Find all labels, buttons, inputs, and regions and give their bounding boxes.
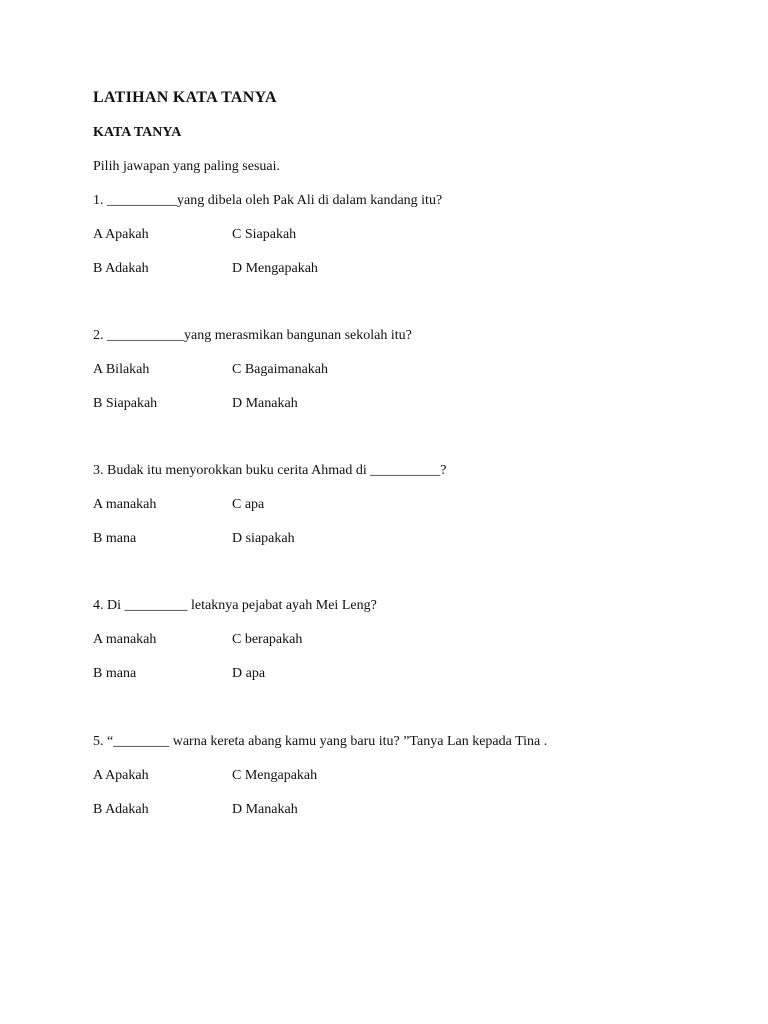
- option-c: C Bagaimanakah: [232, 362, 329, 377]
- question-text: 4. Di _________ letaknya pejabat ayah Mei Leng?: [93, 598, 377, 613]
- option-c: C Siapakah: [232, 227, 297, 242]
- option-b: B mana: [93, 666, 137, 681]
- option-b: B Siapakah: [93, 396, 158, 411]
- option-d: D siapakah: [232, 531, 295, 546]
- option-d: D Manakah: [232, 802, 298, 817]
- option-a: A manakah: [93, 632, 157, 647]
- option-a: A Apakah: [93, 227, 149, 242]
- option-c: C apa: [232, 497, 265, 512]
- option-b: B Adakah: [93, 802, 149, 817]
- question-text: 5. “________ warna kereta abang kamu yang baru itu? ”Tanya Lan kepada Tina .: [93, 734, 548, 749]
- question-text: 1. __________yang dibela oleh Pak Ali di dalam kandang itu?: [93, 193, 443, 208]
- option-d: D Mengapakah: [232, 261, 318, 276]
- option-c: C Mengapakah: [232, 768, 318, 783]
- option-d: D apa: [232, 666, 266, 681]
- option-a: A Bilakah: [93, 362, 150, 377]
- question-text: 2. ___________yang merasmikan bangunan sekolah itu?: [93, 328, 412, 343]
- option-c: C berapakah: [232, 632, 303, 647]
- option-a: A manakah: [93, 497, 157, 512]
- question-text: 3. Budak itu menyorokkan buku cerita Ahmad di __________?: [93, 463, 447, 478]
- option-b: B mana: [93, 531, 137, 546]
- page-title: LATIHAN KATA TANYA: [93, 89, 277, 106]
- option-d: D Manakah: [232, 396, 298, 411]
- instruction-text: Pilih jawapan yang paling sesuai.: [93, 159, 281, 174]
- section-heading: KATA TANYA: [93, 125, 182, 140]
- option-a: A Apakah: [93, 768, 149, 783]
- option-b: B Adakah: [93, 261, 149, 276]
